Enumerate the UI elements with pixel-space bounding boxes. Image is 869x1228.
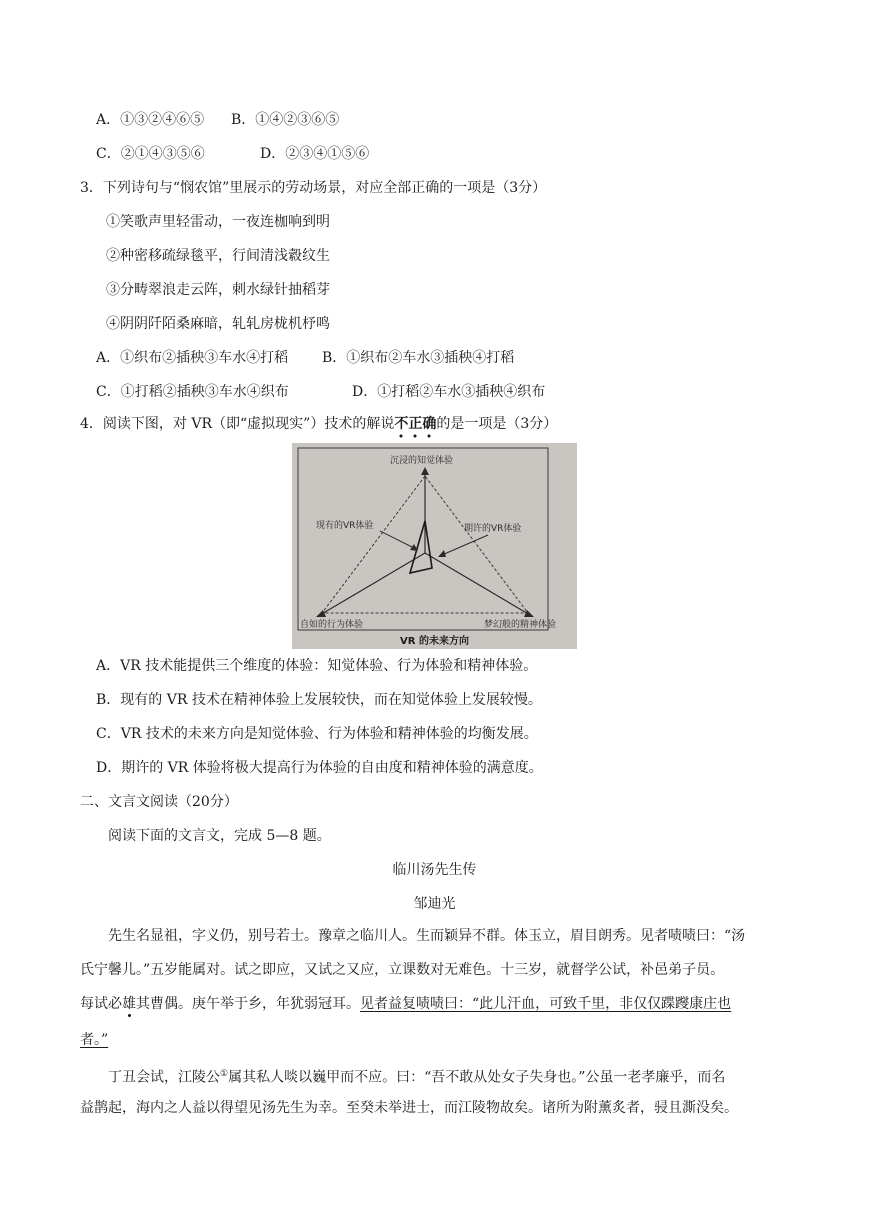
q2-option-b: B．①④②③⑥⑤ — [231, 112, 340, 128]
underlined-sentence-end: 者。” — [80, 1032, 109, 1048]
label-perception: 沉浸的知觉体验 — [390, 456, 454, 466]
section-heading: 二、文言文阅读（20分） — [80, 794, 238, 810]
q2-option-c: C．②①④③⑤⑥ — [96, 146, 205, 162]
footnote-marker: ① — [220, 1069, 229, 1079]
q4-option-b: B．现有的 VR 技术在精神体验上发展较快，而在知觉体验上发展较慢。 — [96, 692, 542, 708]
q2-option-a: A．①③②④⑥⑤ — [96, 112, 205, 128]
q3-poem-line-4: ④阴阴阡陌桑麻暗，轧轧房栊机杼鸣 — [106, 316, 330, 332]
q2-option-d: D．②③④①⑤⑥ — [260, 146, 370, 162]
label-spirit: 梦幻般的精神体验 — [484, 620, 557, 630]
section-instruction: 阅读下面的文言文，完成 5—8 题。 — [108, 828, 331, 844]
dotted-character: 雄 — [122, 996, 136, 1012]
q3-option-a: A．①织布②插秧③车水④打稻 — [96, 350, 289, 366]
q3-stem: 3．下列诗句与“悯农馆”里展示的劳动场景，对应全部正确的一项是（3分） — [80, 180, 547, 196]
q4-stem-text-end: 的是一项是（3分） — [436, 416, 558, 432]
passage-p1-line-3 — [80, 994, 731, 1014]
q3-option-c: C．①打稻②插秧③车水④织布 — [96, 384, 289, 400]
passage-p1-line-2: 氏宁馨儿。”五岁能属对。试之即应，又试之又应，立课数对无难色。十三岁，就督学公试，补邑弟子员。 — [80, 962, 725, 978]
q3-poem-line-2: ②种密移疏绿毯平，行间清浅縠纹生 — [106, 248, 330, 264]
label-existing-vr: 现有的VR体验 — [316, 521, 374, 531]
q4-stem-emphasis: 不正确 — [394, 416, 437, 432]
q3-poem-line-1: ①笑歌声里轻雷动，一夜连枷响到明 — [106, 214, 330, 230]
passage-p1-line-4 — [80, 1030, 108, 1050]
q4-option-a: A．VR 技术能提供三个维度的体验：知觉体验、行为体验和精神体验。 — [96, 658, 538, 674]
figure-caption: VR 的未来方向 — [400, 636, 469, 647]
q4-option-c: C．VR 技术的未来方向是知觉体验、行为体验和精神体验的均衡发展。 — [96, 726, 538, 742]
passage-text: 其曹偶。庚午举于乡，年犹弱冠耳。 — [136, 996, 360, 1012]
q4-stem — [80, 414, 557, 434]
passage-author: 邹迪光 — [413, 896, 456, 912]
q3-option-b: B．①织布②车水③插秧④打稻 — [322, 350, 515, 366]
passage-text: 丁丑会试，江陵公 — [108, 1069, 220, 1086]
passage-p2-line-1 — [108, 1064, 725, 1088]
passage-title: 临川汤先生传 — [392, 862, 477, 878]
q3-option-d: D．①打稻②车水③插秧④织布 — [352, 384, 546, 400]
vr-figure — [292, 443, 577, 649]
q3-poem-line-3: ③分畴翠浪走云阵，刺水绿针抽稻芽 — [106, 282, 330, 298]
passage-p2-line-2: 益鹊起，海内之人益以得望见汤先生为幸。至癸未举进士，而江陵物故矣。诸所为附薰炙者，骎且澌没矣。 — [80, 1100, 738, 1116]
label-expected-vr: 期许的VR体验 — [464, 524, 522, 534]
q4-stem-text: 4．阅读下图，对 VR（即“虚拟现实”）技术的解说 — [80, 416, 395, 432]
label-behavior: 自如的行为体验 — [300, 620, 364, 630]
underlined-sentence: 见者益复啧啧曰：“此儿汗血，可致千里，非仅仅蹀躞康庄也 — [360, 996, 732, 1012]
passage-text: 每试必 — [80, 996, 122, 1012]
passage-text: 属其私人啖以巍甲而不应。曰：“吾不敢从处女子失身也。”公虽一老孝廉乎，而名 — [228, 1069, 726, 1086]
q4-option-d: D．期许的 VR 体验将极大提高行为体验的自由度和精神体验的满意度。 — [96, 760, 543, 776]
passage-p1-line-1: 先生名显祖，字义仍，别号若士。豫章之临川人。生而颖异不群。体玉立，眉目朗秀。见者啧啧曰：“汤 — [108, 928, 746, 944]
